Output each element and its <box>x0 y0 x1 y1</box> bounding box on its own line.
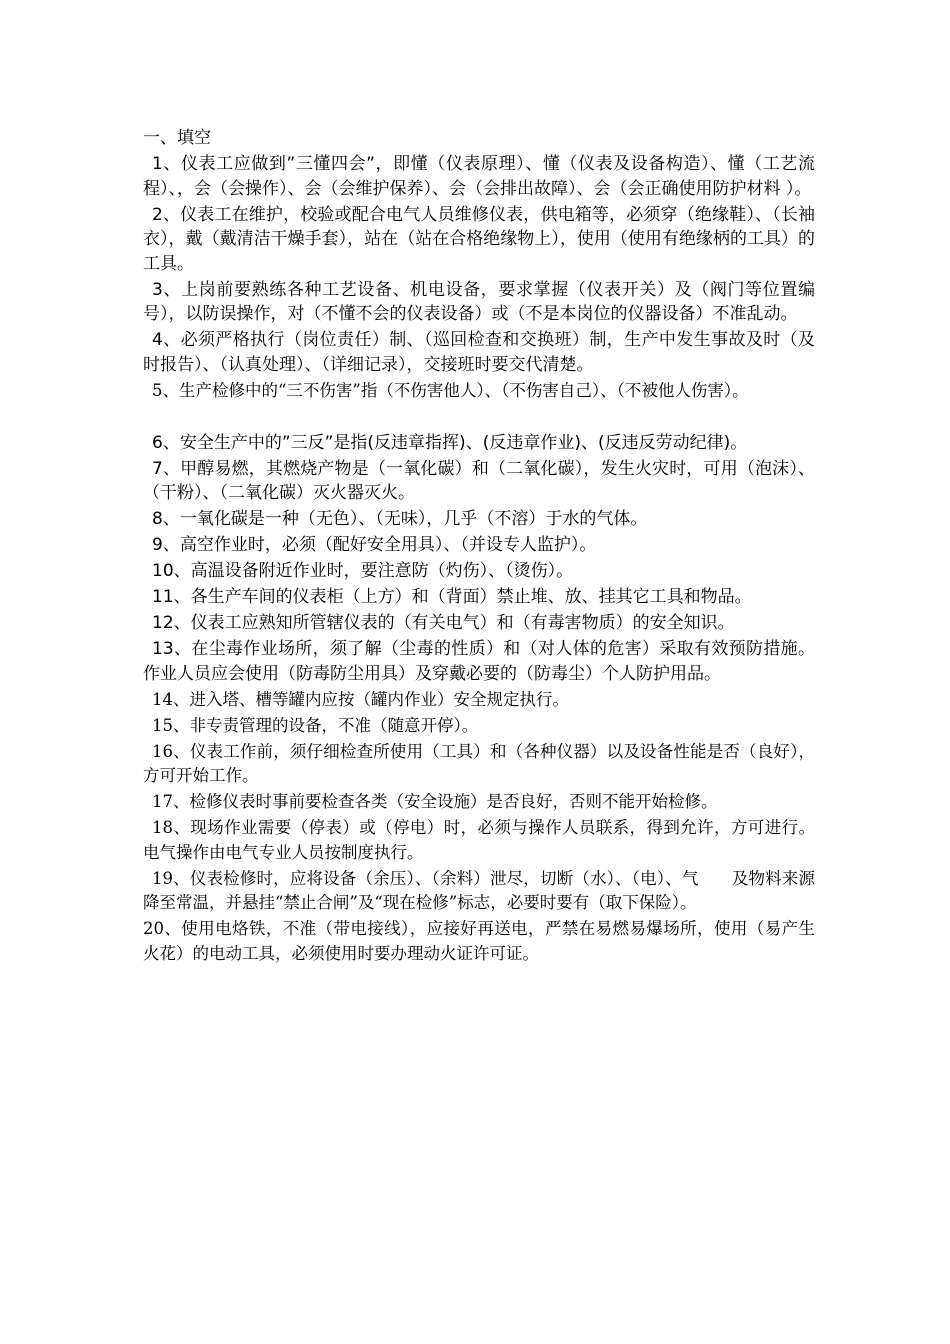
blank-line <box>143 405 815 431</box>
list-item-13: 13、在尘毒作业场所，须了解（尘毒的性质）和（对人体的危害）采取有效预防措施。作业人员应会使用（防毒防尘用具）及穿戴必要的（防毒尘）个人防护用品。 <box>143 639 815 684</box>
document-page <box>143 126 815 968</box>
list-item-14: 14、进入塔、槽等罐内应按（罐内作业）安全规定执行。 <box>152 689 569 709</box>
list-item-12: 12、仪表工应熟知所管辖仪表的（有关电气）和（有毒害物质）的安全知识。 <box>152 613 735 633</box>
list-item-17: 17、检修仪表时事前要检查各类（安全设施）是否良好，否则不能开始检修。 <box>152 792 718 811</box>
list-item-2: 2、仪表工在维护，校验或配合电气人员维修仪表，供电箱等，必须穿（绝缘鞋）、（长袖衣），戴（戴清洁干燥手套），站在（站在合格绝缘物上），使用（使用有绝缘柄的工具）的工具。 <box>143 204 815 274</box>
list-item-3: 3、上岗前要熟练各种工艺设备、机电设备，要求掌握（仪表开关）及（阀门等位置编号），以防误操作，对（不懂不会的仪表设备）或（不是本岗位的仪器设备）不准乱动。 <box>143 279 815 324</box>
list-item-15: 15、非专责管理的设备，不准（随意开停）。 <box>152 715 479 735</box>
list-item-4: 4、必须严格执行（岗位责任）制、（巡回检查和交换班）制，生产中发生事故及时（及时报告）、（认真处理）、（详细记录），交接班时要交代清楚。 <box>143 330 815 375</box>
list-item-7: 7、甲醇易燃，其燃烧产物是（一氧化碳）和（二氧化碳），发生火灾时，可用（泡沫）、（干粉）、（二氧化碳）灭火器灭火。 <box>143 458 815 503</box>
list-item-6: 6、安全生产中的”三反”是指(反违章指挥)、(反违章作业)、(反违反劳动纪律)。 <box>152 432 748 453</box>
list-item-5: 5、生产检修中的“三不伤害”指（不伤害他人）、（不伤害自己）、（不被他人伤害）。 <box>152 380 749 400</box>
list-item-20: 20、使用电烙铁，不准（带电接线），应接好再送电，严禁在易燃易爆场所，使用（易产生火花）的电动工具，必须使用时要办理动火证许可证。 <box>143 919 815 963</box>
list-item-18: 18、现场作业需要（停表）或（停电）时，必须与操作人员联系，得到允许，方可进行。电气操作由电气专业人员按制度执行。 <box>143 818 815 862</box>
list-item-8: 8、一氧化碳是一种（无色）、（无味），几乎（不溶）于水的气体。 <box>152 509 648 529</box>
list-item-16: 16、仪表工作前，须仔细检查所使用（工具）和（各种仪器）以及设备性能是否（良好），方可开始工作。 <box>143 741 815 785</box>
list-item-9: 9、高空作业时，必须（配好安全用具）、（并设专人监护）。 <box>152 535 597 555</box>
section-heading: 一、填空 <box>143 128 211 148</box>
list-item-1: 1、仪表工应做到”三懂四会”，即懂（仪表原理）、懂（仪表及设备构造）、懂（工艺流程）、，会（会操作）、会（会维护保养）、会（会排出故障）、会（会正确使用防护材料 ）。 <box>143 154 815 199</box>
list-item-19: 19、仪表检修时，应将设备（余压）、（余料）泄尽，切断（水）、（电）、气 及物料来源降至常温，并悬挂“禁止合闸”及“现在检修”标志，必要时要有（取下保险）。 <box>143 868 815 912</box>
list-item-10: 10、高温设备附近作业时，要注意防（灼伤）、（烫伤）。 <box>152 561 574 581</box>
list-item-11: 11、各生产车间的仪表柜（上方）和（背面）禁止堆、放、挂其它工具和物品。 <box>152 587 752 607</box>
